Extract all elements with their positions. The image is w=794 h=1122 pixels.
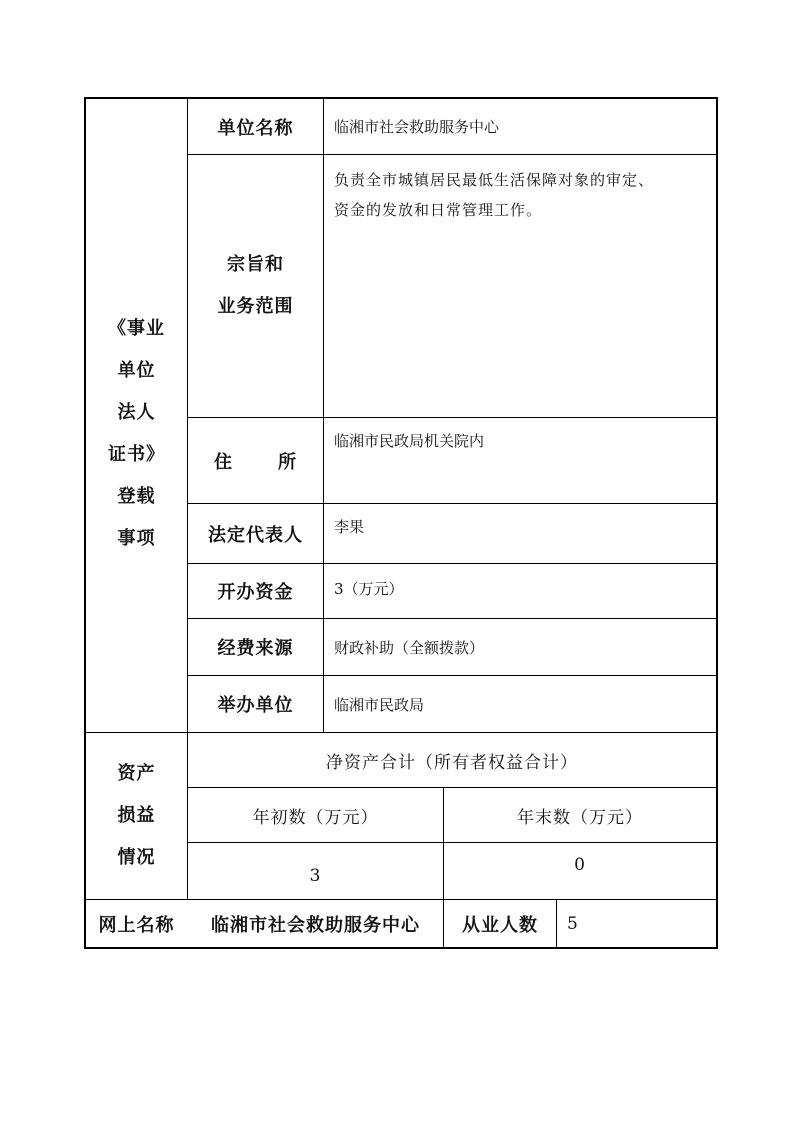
end-year-label: 年末数（万元） [517,807,643,828]
address-label [188,418,323,503]
capital-value: 3（万元） [334,580,404,598]
purpose-value-line: 资金的发放和日常管理工作。 [334,201,543,219]
online-name-value: 临湘市社会救助服务中心 [211,914,420,936]
staff-count-value: 5 [567,913,578,934]
section-line: 法人 [117,401,156,423]
purpose-label-line: 宗旨和 [227,254,284,275]
purpose-label [188,155,323,417]
purpose-label-line: 业务范围 [217,296,294,317]
section-line: 登载 [117,485,156,507]
address-label-left: 住 [214,451,233,473]
assets-section-line: 情况 [117,847,156,868]
address-label-right: 所 [278,451,297,473]
net-assets-header: 净资产合计（所有者权益合计） [326,752,578,773]
assets-section-line: 损益 [117,805,156,826]
section-line: 单位 [117,359,156,381]
funding-label: 经费来源 [217,638,294,659]
legal-rep-value: 李果 [334,518,365,536]
sponsor-value: 临湘市民政局 [334,695,425,714]
begin-year-label: 年初数（万元） [252,807,379,828]
end-year-value: 0 [574,855,586,875]
capital-label: 开办资金 [217,582,294,603]
section-line: 事项 [117,527,156,549]
assets-section-line: 资产 [117,763,156,784]
unit-name-label: 单位名称 [217,117,294,139]
begin-year-value: 3 [309,866,322,886]
certificate-section-label [86,99,187,732]
online-name-label: 网上名称 [98,914,175,936]
unit-name-value: 临湘市社会救助服务中心 [334,118,500,136]
purpose-value [324,155,716,417]
section-line: 证书》 [108,443,165,465]
address-value: 临湘市民政局机关院内 [334,432,485,450]
funding-value: 财政补助（全额拨款） [334,638,485,657]
staff-count-label: 从业人数 [462,914,538,936]
assets-section-label [86,733,187,899]
legal-rep-label: 法定代表人 [208,524,303,546]
sponsor-label: 举办单位 [217,695,294,716]
purpose-value-line: 负责全市城镇居民最低生活保障对象的审定、 [334,171,655,189]
section-line: 《事业 [108,317,165,339]
